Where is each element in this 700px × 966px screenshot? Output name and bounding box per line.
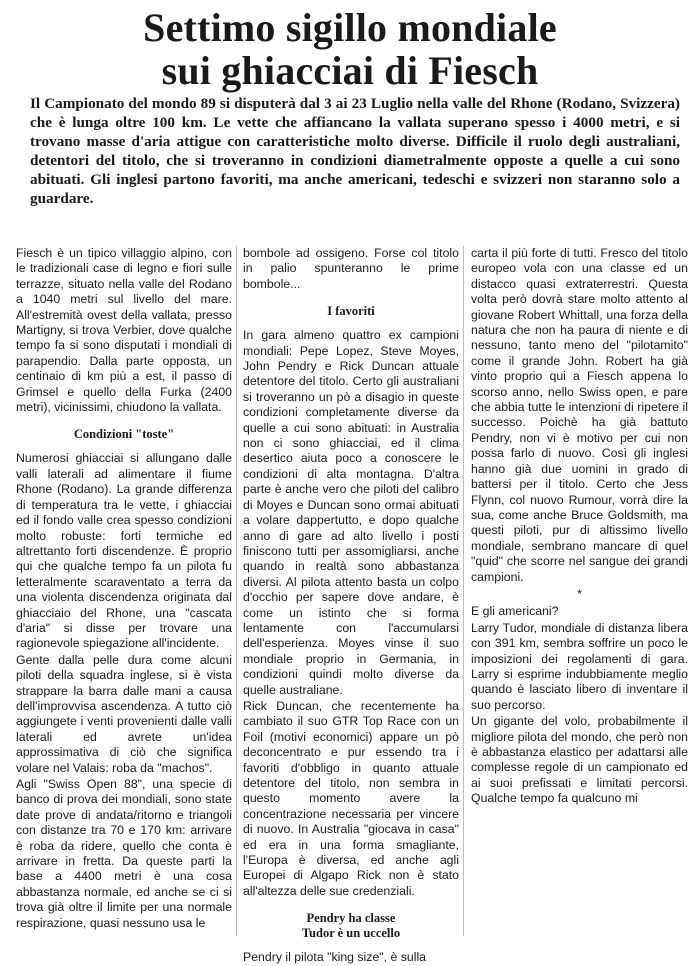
column-divider-2	[463, 246, 464, 936]
paragraph: Rick Duncan, che recentemente ha cambiato il suo GTR Top Race con un Foil (motivi economici) appare un pò deconcentrato e pur essendo tra i favoriti d'obbligo in quanto attuale detentore del titolo, non sembra in questo momento avere la concentrazione necessaria per vincere di nuovo. In Australia "giocava in casa" ed era in una forma smagliante, l'Europa è diversa, ed anche agli Europei di Algapo Rick non è stato all'altezza delle sue credenziali.	[243, 698, 459, 898]
column-3	[471, 246, 688, 936]
column-divider-1	[236, 246, 237, 936]
heading-line: Tudor è un uccello	[301, 926, 401, 941]
section-separator-asterisk: *	[577, 586, 582, 601]
column-2	[243, 246, 459, 965]
column-1	[16, 246, 232, 936]
paragraph: bombole ad ossigeno. Forse col titolo in palio spunteranno le prime bombole...	[243, 246, 459, 291]
paragraph: Un gigante del volo, probabilmente il migliore pilota del mondo, che però non è abbastanza elastico per adattarsi alle complesse regole di un campionato ed ai suoi prefissati e limitati percorsi. Qualche tempo fa qualcuno mi	[471, 714, 688, 806]
paragraph: Pendry il pilota "king size", è sulla	[243, 950, 427, 965]
paragraph: Agli "Swiss Open 88", una specie di banco di prova dei mondiali, sono state date prove di andata/ritorno e triangoli con distanze tra 70 e 170 km: arrivare è roba da ridere, quello che conta è arrivare in fretta. Da queste parti la base a 4400 metri è una cosa abbastanza normale, ed anche se ci si trova già oltre il limite per una normale respirazione, quasi nessuno usa le	[16, 777, 232, 930]
article-title	[0, 6, 700, 92]
section-heading-favoriti: I favoriti	[327, 304, 375, 319]
article-lede: Il Campionato del mondo 89 si disputerà dal 3 ai 23 Luglio nella valle del Rhone (Rodano, Svizzera) che è lunga oltre 100 km. Le vette che affiancano la vallata superano spesso i 4000 metri, e si trovano masse d'aria attigue con caratteristiche molto diverse. Difficile il ruolo degli australiani, detentori del titolo, che si troveranno in condizioni diametralmente opposte a quelle a cui sono abituati. Gli inglesi partono favoriti, ma anche americani, tedeschi e svizzeri non staranno solo a guardare.	[30, 95, 680, 207]
section-heading-condizioni: Condizioni "toste"	[73, 427, 175, 442]
paragraph: Larry Tudor, mondiale di distanza libera con 391 km, sembra soffrire un poco le imposizioni dei regolamenti di gara. Larry si esprime indubbiamente meglio quando è lasciato libero di inventare il suo percorso.	[471, 620, 688, 712]
heading-line: Pendry ha classe	[306, 911, 396, 926]
paragraph: Numerosi ghiacciai si allungano dalle valli laterali ad alimentare il fiume Rhone (Rodano). La grande differenza di temperatura tra le vette, i ghiacciai ed il fondo valle crea spesso condizioni molto robuste: forti termiche ed altrettanto forti discendenze. È proprio qui che qualche tempo fa un pilota fu letteralmente scaraventato a terra da una violenta discendenza originata dal ghiacciaio del Rhone, una "cascata d'aria" si disse per trovare una ragionevole spiegazione all'incidente.	[16, 451, 232, 651]
subheading-americani: E gli americani?	[471, 604, 559, 619]
title-line-1: Settimo sigillo mondiale	[143, 5, 557, 50]
paragraph: In gara almeno quattro ex campioni mondiali: Pepe Lopez, Steve Moyes, John Pendry e Rick Duncan attuale detentore del titolo. Certo gli australiani si troveranno un pò a disagio in queste condizioni completamente diverse da quelle a cui sono abituati: in Australia non ci sono ghiacciai, ed il clima desertico aiuta poco a conoscere le condizioni di alta montagna. D'altra parte è anche vero che piloti del calibro di Moyes e Duncan sono ormai abituati a volare dappertutto, e dopo qualche anno di gare ad alto livello i posti finiscono tutti per assomigliarsi, anche quando in realtà sono abbastanza diversi. Al pilota attento basta un colpo d'occhio per sapere dove andare, è come un istinto che si forma lentamente con l'accumularsi dell'esperienza. Moyes vinse il suo mondiale proprio in Germania, in condizioni quindi molto diverse da quelle australiane.	[243, 328, 459, 697]
paragraph: Gente dalla pelle dura come alcuni piloti della squadra inglese, si è vista strappare la barra dalle mani a causa dell'improvvisa ascendenza. A tutto ciò aggiungete i venti provenienti dalle valli laterali ed avrete un'idea approssimativa di ciò che significa volare nel Valais: roba da "machos".	[16, 652, 232, 775]
section-heading-pendry	[243, 911, 459, 941]
paragraph: carta il più forte di tutti. Fresco del titolo europeo vola con una classe ed un distacco quasi extraterrestri. Questa volta però dovrà stare molto attento al giovane Robert Whittall, una forza della natura che non ha paura di niente e di nessuno, tanto meno del "pilotamito" come il grande John. Robert ha già vinto proprio qui a Fiesch appena lo scorso anno, nello Swiss open, e pare che abbia tutte le intenzioni di ripetere il successo. Poichè ha già battuto Pendry, non vi è motivo per cui non possa farlo di nuovo. Così gli inglesi hanno già due uomini in grado di battersi per il titolo. Certo che Jess Flynn, col nuovo Rumour, vorrà dire la sua, come anche Bruce Goldsmith, ma questi piloti, pur di altissimo livello mondiale, sembrano mancare di quel "quid" che scorre nel sangue dei grandi campioni.	[471, 246, 688, 584]
title-line-2: sui ghiacciai di Fiesch	[161, 48, 539, 93]
paragraph: Fiesch è un tipico villaggio alpino, con le tradizionali case di legno e fiori sulle terrazze, situato nella valle del Rodano a 1040 metri sul livello del mare. All'estremità ovest della vallata, presso Martigny, si trova Verbier, dove qualche tempo fa si sono disputati i mondiali di parapendio. Dalla parte opposta, un centinaio di km più a est, il passo di Grimsel e quello della Furka (2400 metri), vicinissimi, chiudono la vallata.	[16, 246, 232, 415]
